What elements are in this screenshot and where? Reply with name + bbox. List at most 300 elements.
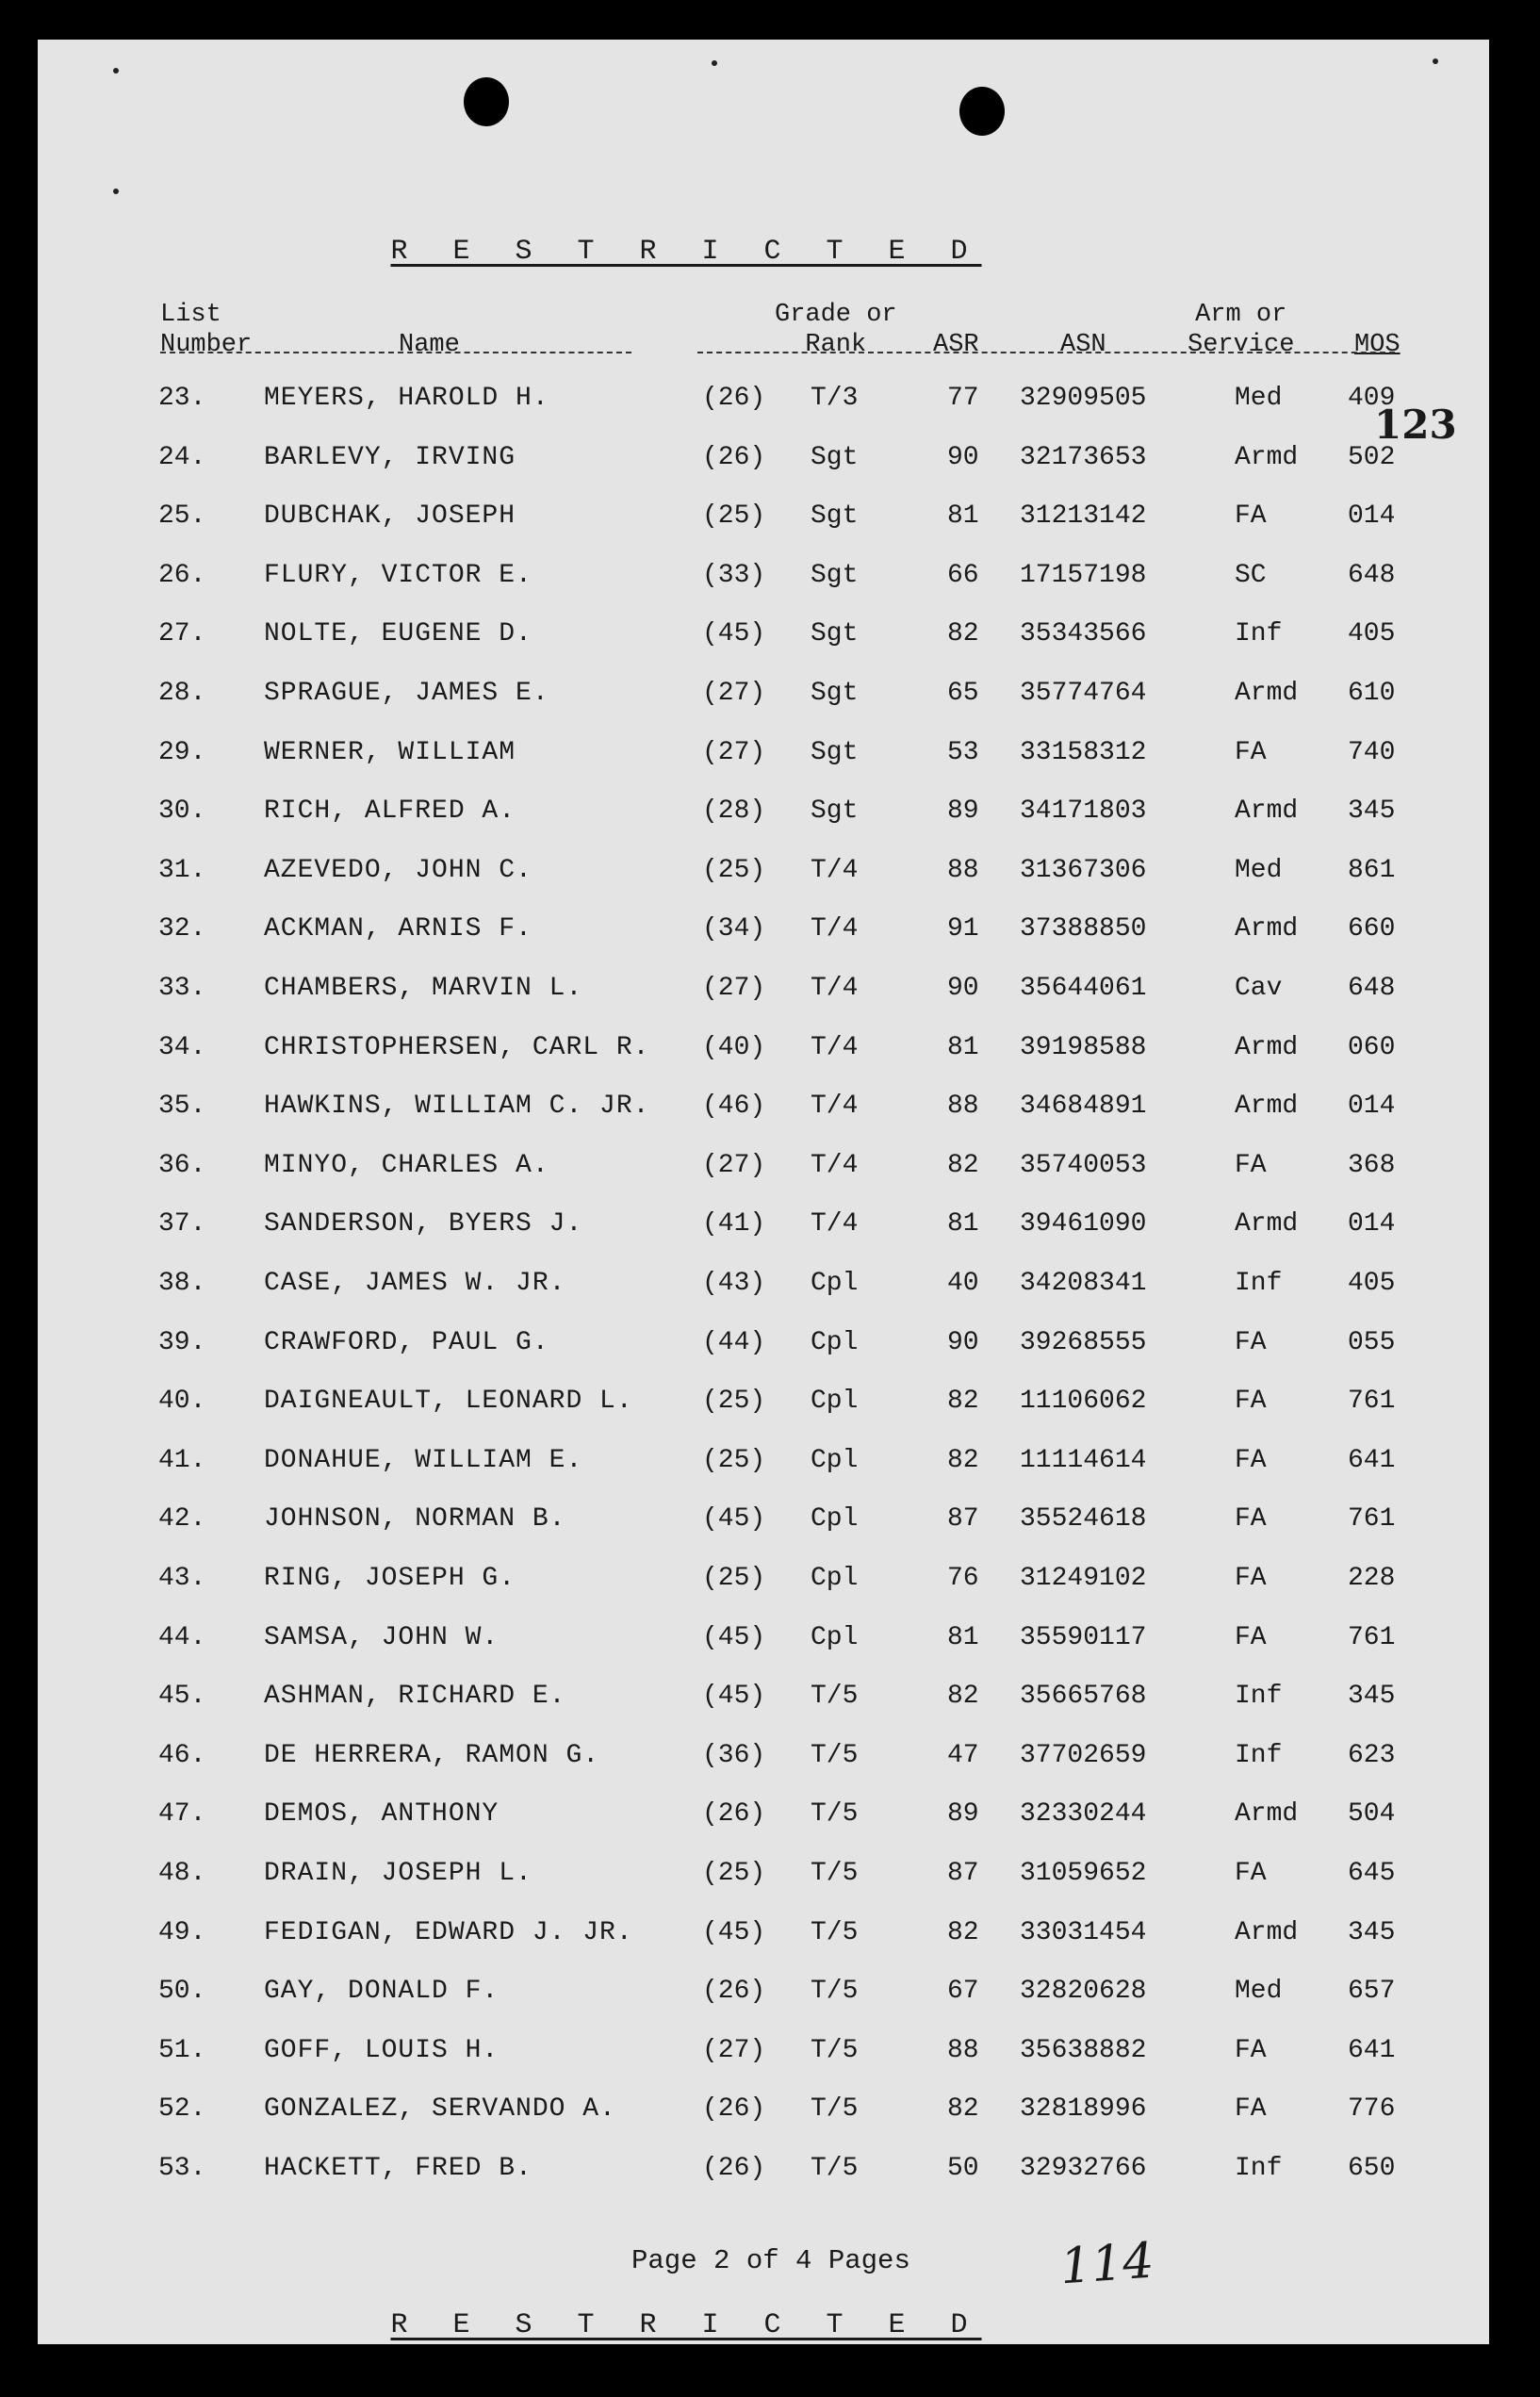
cell-mos: 648 [1348,974,1396,1003]
cell-arm: Med [1235,855,1283,885]
cell-asn: 35665768 [1020,1682,1147,1712]
cell-rank: Cpl [811,1327,859,1357]
cell-mos: 345 [1348,1917,1396,1947]
cell-age: (45) [702,1682,766,1712]
table-row [38,914,1489,952]
cell-asr: 88 [947,855,979,885]
cell-num: 51. [158,2035,206,2065]
cell-asr: 76 [947,1564,979,1593]
cell-age: (28) [702,796,766,827]
cell-name: FLURY, VICTOR E. [264,560,532,590]
cell-num: 44. [158,1622,206,1652]
cell-asn: 32330244 [1020,1799,1147,1830]
cell-age: (27) [702,1150,766,1180]
cell-rank: T/5 [811,2154,859,2183]
cell-name: GAY, DONALD F. [264,1977,500,2007]
cell-asr: 87 [947,1859,979,1888]
table-row [38,2094,1489,2132]
cell-arm: FA [1235,1504,1267,1535]
cell-arm: Cav [1235,974,1283,1003]
cell-num: 35. [158,1092,206,1122]
cell-num: 53. [158,2154,206,2183]
cell-num: 47. [158,1799,206,1830]
cell-num: 50. [158,1977,206,2007]
cell-num: 37. [158,1209,206,1240]
cell-mos: 761 [1348,1387,1396,1417]
cell-age: (45) [702,1917,766,1947]
cell-age: (26) [702,384,766,413]
page-indicator: Page 2 of 4 Pages [631,2245,910,2276]
cell-name: MINYO, CHARLES A. [264,1150,549,1180]
cell-age: (45) [702,1622,766,1652]
cell-rank: Cpl [811,1564,859,1593]
cell-arm: Armd [1235,1799,1299,1830]
table-row [38,1033,1489,1071]
speck [113,68,119,74]
cell-arm: Inf [1235,619,1283,649]
cell-age: (40) [702,1032,766,1062]
cell-num: 43. [158,1564,206,1593]
table-row [38,974,1489,1011]
cell-age: (45) [702,1504,766,1535]
cell-arm: FA [1235,1622,1267,1652]
cell-mos: 776 [1348,2094,1396,2125]
cell-name: GONZALEZ, SERVANDO A. [264,2094,616,2125]
handwritten-page-number: 114 [1058,2232,1156,2296]
cell-name: CHRISTOPHERSEN, CARL R. [264,1032,650,1062]
cell-asr: 90 [947,974,979,1003]
cell-name: DE HERRERA, RAMON G. [264,1740,600,1770]
cell-num: 34. [158,1032,206,1062]
cell-name: DONAHUE, WILLIAM E. [264,1445,583,1475]
cell-name: RING, JOSEPH G. [264,1564,516,1593]
cell-asr: 66 [947,560,979,590]
table-row [38,2154,1489,2192]
cell-mos: 648 [1348,560,1396,590]
cell-num: 33. [158,974,206,1003]
cell-name: CHAMBERS, MARVIN L. [264,974,583,1003]
cell-asr: 90 [947,442,979,472]
cell-mos: 623 [1348,1740,1396,1770]
table-row [38,796,1489,834]
cell-age: (27) [702,737,766,767]
cell-num: 32. [158,914,206,944]
cell-mos: 228 [1348,1564,1396,1593]
document-page [38,40,1489,2344]
cell-rank: T/5 [811,1859,859,1888]
restricted-footer: R E S T R I C T E D [390,2309,982,2341]
speck [712,60,717,66]
cell-arm: FA [1235,1150,1267,1180]
cell-num: 29. [158,737,206,767]
cell-name: AZEVEDO, JOHN C. [264,855,532,885]
cell-asn: 34684891 [1020,1092,1147,1122]
cell-mos: 645 [1348,1859,1396,1888]
cell-name: SANDERSON, BYERS J. [264,1209,583,1240]
cell-asn: 35774764 [1020,679,1147,708]
cell-rank: Sgt [811,560,859,590]
cell-name: CRAWFORD, PAUL G. [264,1327,549,1357]
cell-mos: 345 [1348,796,1396,827]
cell-rank: T/5 [811,1740,859,1770]
cell-mos: 014 [1348,1209,1396,1240]
cell-rank: Sgt [811,442,859,472]
cell-arm: Armd [1235,1917,1299,1947]
cell-age: (26) [702,1799,766,1830]
cell-asn: 35740053 [1020,1150,1147,1180]
cell-asr: 47 [947,1740,979,1770]
cell-rank: T/4 [811,1209,859,1240]
cell-asr: 50 [947,2154,979,2183]
cell-name: FEDIGAN, EDWARD J. JR. [264,1917,633,1947]
cell-name: ASHMAN, RICHARD E. [264,1682,566,1712]
cell-rank: T/5 [811,1682,859,1712]
cell-asr: 82 [947,1387,979,1417]
header-asr: ASR [933,331,979,359]
table-row [38,1799,1489,1837]
cell-age: (46) [702,1092,766,1122]
cell-asr: 82 [947,1150,979,1180]
cell-mos: 740 [1348,737,1396,767]
table-row [38,1387,1489,1424]
cell-age: (26) [702,442,766,472]
header-list-number-line2: Number [160,331,253,359]
cell-asr: 91 [947,914,979,944]
cell-rank: Sgt [811,501,859,532]
cell-age: (25) [702,1445,766,1475]
cell-name: GOFF, LOUIS H. [264,2035,500,2065]
cell-asn: 32820628 [1020,1977,1147,2007]
cell-name: MEYERS, HAROLD H. [264,384,549,413]
cell-asn: 11114614 [1020,1445,1147,1475]
cell-arm: FA [1235,737,1267,767]
header-grade-line1: Grade or [775,301,897,329]
cell-asn: 31059652 [1020,1859,1147,1888]
cell-asn: 32818996 [1020,2094,1147,2125]
table-row [38,1151,1489,1189]
cell-age: (25) [702,501,766,532]
cell-name: HACKETT, FRED B. [264,2154,532,2183]
cell-num: 49. [158,1917,206,1947]
cell-asr: 81 [947,1209,979,1240]
header-arm-line2: Service [1188,331,1295,359]
header-grade-line2: Rank [805,331,867,359]
cell-asr: 82 [947,1917,979,1947]
cell-rank: T/5 [811,2035,859,2065]
cell-asr: 81 [947,1622,979,1652]
cell-age: (43) [702,1269,766,1298]
cell-age: (33) [702,560,766,590]
punch-hole-left [464,77,509,126]
cell-rank: Cpl [811,1387,859,1417]
header-mos: MOS [1354,331,1401,359]
table-row [38,1859,1489,1896]
cell-asr: 81 [947,1032,979,1062]
cell-asr: 67 [947,1977,979,2007]
restricted-header: R E S T R I C T E D [390,236,982,268]
cell-name: SPRAGUE, JAMES E. [264,679,549,708]
table-row [38,1918,1489,1956]
cell-asn: 35524618 [1020,1504,1147,1535]
table-row [38,1682,1489,1719]
cell-mos: 014 [1348,1092,1396,1122]
cell-age: (25) [702,1564,766,1593]
speck [1433,58,1438,64]
header-name: Name [399,331,460,359]
cell-arm: Med [1235,1977,1283,2007]
table-row [38,1209,1489,1247]
cell-asn: 39198588 [1020,1032,1147,1062]
table-row [38,1564,1489,1601]
table-row [38,384,1489,421]
cell-num: 41. [158,1445,206,1475]
cell-age: (34) [702,914,766,944]
cell-asr: 82 [947,2094,979,2125]
cell-rank: T/5 [811,1917,859,1947]
cell-arm: FA [1235,1859,1267,1888]
cell-asn: 34208341 [1020,1269,1147,1298]
cell-rank: T/5 [811,1799,859,1830]
cell-rank: Sgt [811,619,859,649]
cell-rank: Cpl [811,1269,859,1298]
cell-rank: T/3 [811,384,859,413]
cell-age: (25) [702,855,766,885]
cell-num: 39. [158,1327,206,1357]
cell-arm: SC [1235,560,1267,590]
cell-mos: 761 [1348,1622,1396,1652]
cell-asr: 88 [947,2035,979,2065]
cell-rank: T/5 [811,1977,859,2007]
cell-asr: 82 [947,619,979,649]
cell-num: 45. [158,1682,206,1712]
cell-mos: 641 [1348,1445,1396,1475]
cell-asn: 35590117 [1020,1622,1147,1652]
cell-rank: Cpl [811,1445,859,1475]
cell-num: 27. [158,619,206,649]
cell-name: RICH, ALFRED A. [264,796,516,827]
cell-arm: Inf [1235,1682,1283,1712]
punch-hole-right [959,87,1005,136]
cell-asn: 37388850 [1020,914,1147,944]
cell-mos: 650 [1348,2154,1396,2183]
cell-rank: T/5 [811,2094,859,2125]
cell-asn: 11106062 [1020,1387,1147,1417]
cell-num: 46. [158,1740,206,1770]
cell-age: (26) [702,1977,766,2007]
cell-name: ACKMAN, ARNIS F. [264,914,532,944]
cell-name: SAMSA, JOHN W. [264,1622,500,1652]
cell-age: (41) [702,1209,766,1240]
cell-rank: T/4 [811,1032,859,1062]
cell-name: HAWKINS, WILLIAM C. JR. [264,1092,650,1122]
cell-mos: 060 [1348,1032,1396,1062]
cell-name: DAIGNEAULT, LEONARD L. [264,1387,633,1417]
cell-arm: Inf [1235,1740,1283,1770]
cell-age: (44) [702,1327,766,1357]
cell-num: 31. [158,855,206,885]
cell-arm: Armd [1235,796,1299,827]
table-row [38,1623,1489,1661]
cell-age: (27) [702,2035,766,2065]
cell-asr: 90 [947,1327,979,1357]
cell-asr: 89 [947,796,979,827]
cell-num: 30. [158,796,206,827]
cell-num: 28. [158,679,206,708]
cell-asn: 35644061 [1020,974,1147,1003]
cell-asr: 87 [947,1504,979,1535]
cell-asr: 81 [947,501,979,532]
table-row [38,561,1489,599]
cell-asn: 31249102 [1020,1564,1147,1593]
table-row [38,1741,1489,1779]
cell-arm: FA [1235,2094,1267,2125]
cell-num: 36. [158,1150,206,1180]
cell-asn: 34171803 [1020,796,1147,827]
cell-arm: Armd [1235,679,1299,708]
cell-asr: 53 [947,737,979,767]
cell-mos: 660 [1348,914,1396,944]
cell-rank: Sgt [811,737,859,767]
cell-mos: 504 [1348,1799,1396,1830]
cell-age: (27) [702,679,766,708]
cell-rank: Cpl [811,1504,859,1535]
table-row [38,501,1489,539]
cell-mos: 405 [1348,1269,1396,1298]
cell-arm: Armd [1235,1092,1299,1122]
cell-mos: 657 [1348,1977,1396,2007]
cell-age: (25) [702,1859,766,1888]
cell-num: 40. [158,1387,206,1417]
cell-num: 25. [158,501,206,532]
cell-age: (26) [702,2154,766,2183]
table-row [38,1092,1489,1129]
table-row [38,1446,1489,1484]
header-underline-left [160,352,631,353]
cell-rank: T/4 [811,1092,859,1122]
cell-arm: Inf [1235,2154,1283,2183]
cell-arm: Inf [1235,1269,1283,1298]
cell-age: (26) [702,2094,766,2125]
cell-name: DEMOS, ANTHONY [264,1799,500,1830]
cell-asn: 35343566 [1020,619,1147,649]
cell-mos: 861 [1348,855,1396,885]
table-row [38,738,1489,776]
cell-age: (45) [702,619,766,649]
cell-name: JOHNSON, NORMAN B. [264,1504,566,1535]
cell-rank: T/4 [811,855,859,885]
cell-asn: 17157198 [1020,560,1147,590]
table-row [38,443,1489,481]
cell-age: (36) [702,1740,766,1770]
table-row [38,2036,1489,2074]
cell-age: (25) [702,1387,766,1417]
cell-name: DRAIN, JOSEPH L. [264,1859,532,1888]
cell-asn: 35638882 [1020,2035,1147,2065]
cell-asr: 89 [947,1799,979,1830]
table-row [38,1328,1489,1366]
cell-mos: 761 [1348,1504,1396,1535]
cell-arm: FA [1235,1387,1267,1417]
cell-name: DUBCHAK, JOSEPH [264,501,516,532]
cell-arm: Med [1235,384,1283,413]
cell-asn: 31367306 [1020,855,1147,885]
table-row [38,856,1489,894]
cell-num: 38. [158,1269,206,1298]
cell-arm: Armd [1235,1032,1299,1062]
table-row [38,619,1489,657]
cell-mos: 368 [1348,1150,1396,1180]
cell-num: 48. [158,1859,206,1888]
cell-mos: 345 [1348,1682,1396,1712]
table-row [38,1977,1489,2014]
cell-arm: Armd [1235,1209,1299,1240]
cell-arm: FA [1235,2035,1267,2065]
cell-arm: FA [1235,501,1267,532]
cell-name: CASE, JAMES W. JR. [264,1269,566,1298]
cell-arm: Armd [1235,442,1299,472]
cell-name: WERNER, WILLIAM [264,737,516,767]
header-arm-line1: Arm or [1195,301,1287,329]
cell-rank: Sgt [811,679,859,708]
table-row [38,679,1489,716]
cell-arm: FA [1235,1564,1267,1593]
cell-mos: 405 [1348,619,1396,649]
stamp-number: 123 [1374,402,1457,448]
cell-asr: 65 [947,679,979,708]
cell-rank: Cpl [811,1622,859,1652]
table-row [38,1504,1489,1542]
cell-rank: Sgt [811,796,859,827]
cell-asn: 33158312 [1020,737,1147,767]
header-underline-right [697,352,1395,353]
cell-rank: T/4 [811,1150,859,1180]
cell-asn: 37702659 [1020,1740,1147,1770]
cell-asn: 32173653 [1020,442,1147,472]
cell-num: 52. [158,2094,206,2125]
cell-mos: 409 [1348,384,1396,413]
cell-arm: FA [1235,1445,1267,1475]
cell-asn: 32909505 [1020,384,1147,413]
cell-mos: 502 [1348,442,1396,472]
cell-asn: 32932766 [1020,2154,1147,2183]
cell-name: NOLTE, EUGENE D. [264,619,532,649]
cell-arm: Armd [1235,914,1299,944]
cell-num: 42. [158,1504,206,1535]
header-asn: ASN [1060,331,1106,359]
cell-asn: 33031454 [1020,1917,1147,1947]
cell-mos: 014 [1348,501,1396,532]
table-row [38,1269,1489,1306]
cell-rank: T/4 [811,974,859,1003]
cell-arm: FA [1235,1327,1267,1357]
cell-num: 24. [158,442,206,472]
cell-num: 23. [158,384,206,413]
cell-asr: 82 [947,1445,979,1475]
cell-mos: 641 [1348,2035,1396,2065]
cell-asr: 88 [947,1092,979,1122]
cell-age: (27) [702,974,766,1003]
cell-asr: 40 [947,1269,979,1298]
header-list-number-line1: List [160,301,221,329]
cell-asr: 77 [947,384,979,413]
cell-asn: 31213142 [1020,501,1147,532]
cell-num: 26. [158,560,206,590]
cell-mos: 055 [1348,1327,1396,1357]
cell-name: BARLEVY, IRVING [264,442,516,472]
cell-mos: 610 [1348,679,1396,708]
cell-asr: 82 [947,1682,979,1712]
speck [113,189,119,194]
